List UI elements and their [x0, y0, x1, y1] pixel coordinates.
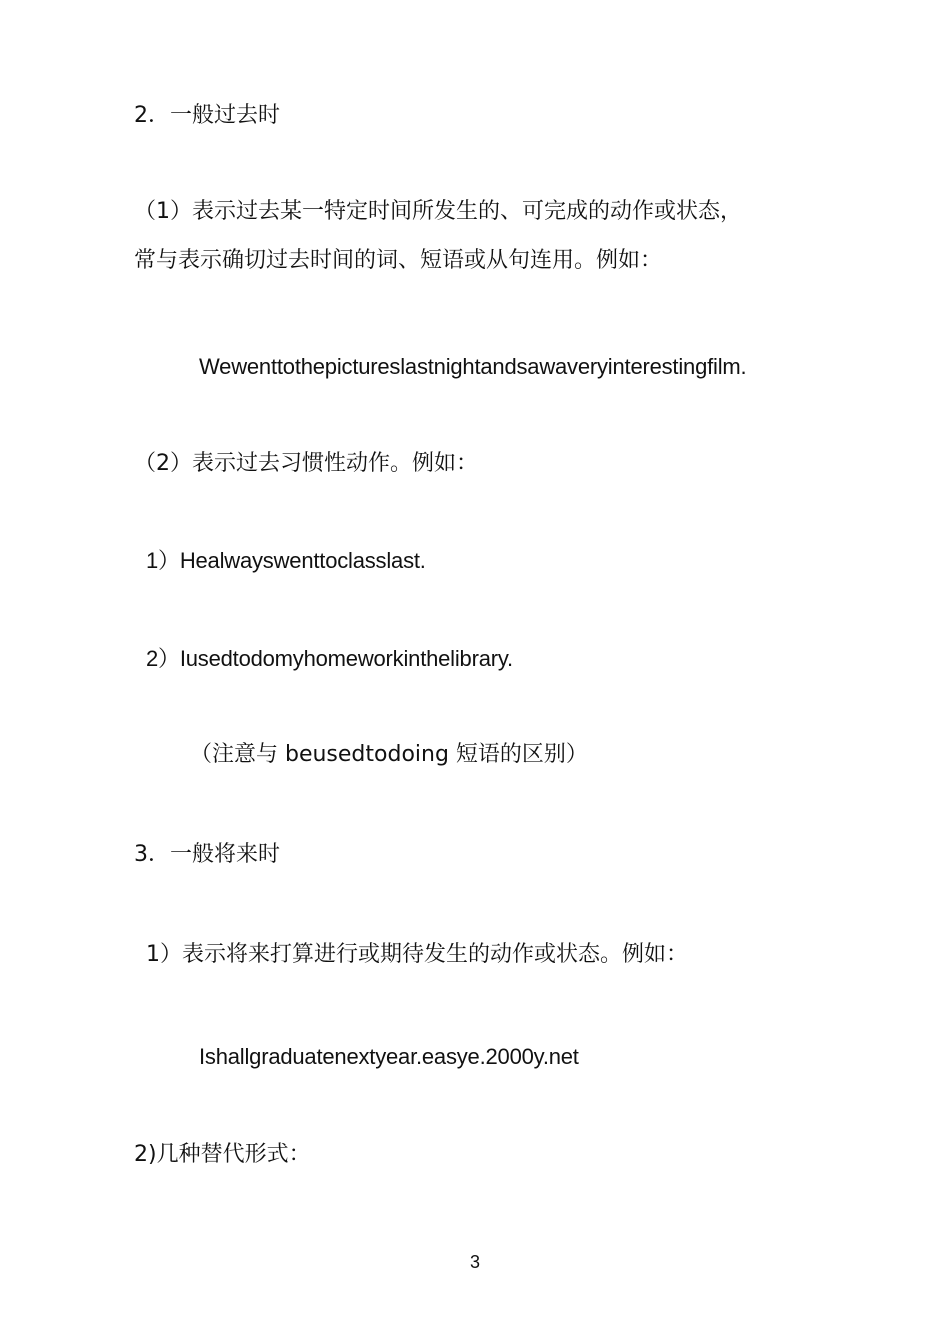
paragraph-past-usage-1-line-1: （1）表示过去某一特定时间所发生的、可完成的动作或状态，	[134, 199, 742, 224]
paragraph-past-usage-1-line-2: 常与表示确切过去时间的词、短语或从句连用。例如：	[134, 248, 663, 273]
example-sentence-1: Wewenttothepictureslastnightandsawaveryinterestingfilm.	[199, 354, 747, 379]
note-used-to-doing: （注意与 beusedtodoing 短语的区别）	[190, 742, 588, 767]
heading-simple-past: 2．一般过去时	[134, 103, 280, 128]
example-sentence-4: Ishallgraduatenextyear.easye.2000y.net	[199, 1044, 579, 1069]
example-sentence-2: 1）Healwayswenttoclasslast.	[146, 548, 426, 573]
paragraph-future-usage-1: 1）表示将来打算进行或期待发生的动作或状态。例如：	[146, 942, 688, 967]
paragraph-future-alternatives: 2)几种替代形式：	[134, 1142, 311, 1167]
heading-simple-future: 3．一般将来时	[134, 842, 280, 867]
page-number: 3	[469, 1252, 480, 1272]
paragraph-past-usage-2: （2）表示过去习惯性动作。例如：	[134, 451, 478, 476]
example-sentence-3: 2）Iusedtodomyhomeworkinthelibrary.	[146, 646, 513, 671]
